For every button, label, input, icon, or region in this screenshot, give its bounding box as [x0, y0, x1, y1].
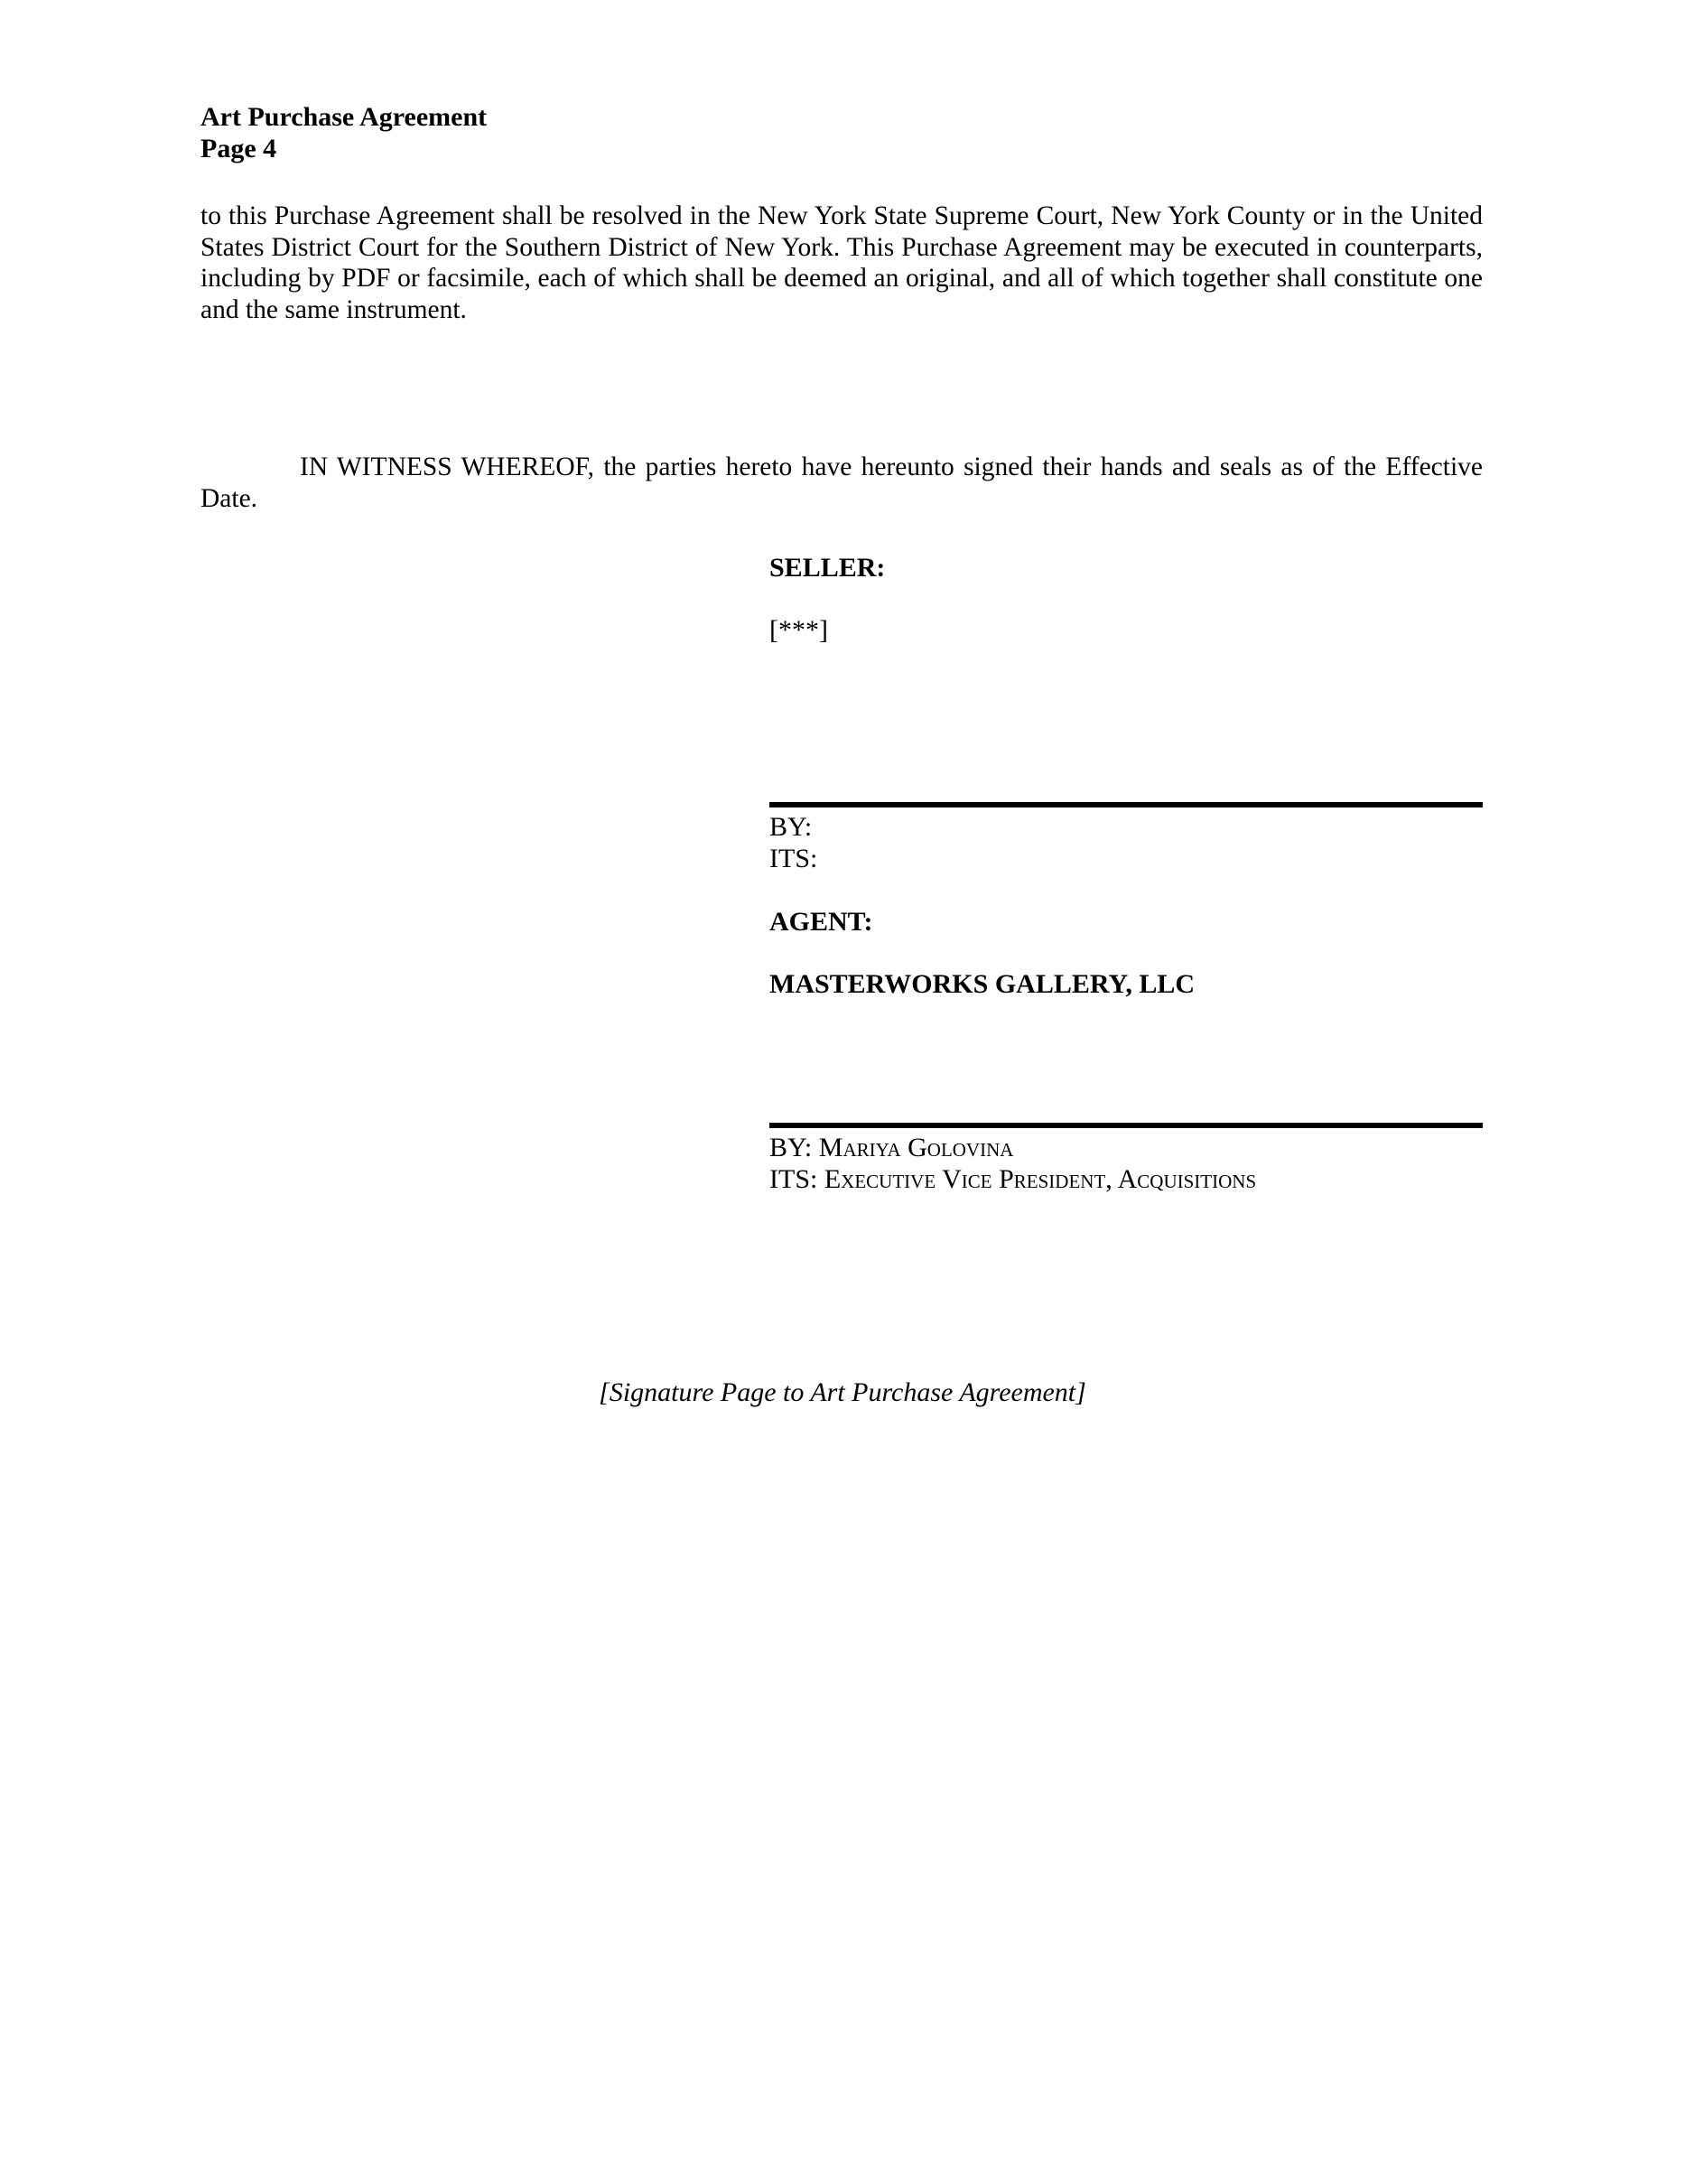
witness-paragraph: IN WITNESS WHEREOF, the parties hereto have hereunto signed their hands and seals as of the Effective Date. — [200, 453, 1483, 513]
seller-signature-line — [769, 802, 1483, 807]
seller-name: [***] — [769, 615, 828, 645]
seller-its-line — [769, 843, 1483, 874]
signature-page-caption: [Signature Page to Art Purchase Agreement] — [599, 1377, 1086, 1407]
page-number: Page 4 — [200, 134, 277, 163]
seller-by-label: BY: — [769, 812, 813, 842]
agent-by-line — [769, 1132, 1483, 1163]
agent-its-value: Executive Vice President, Acquisitions — [824, 1164, 1257, 1194]
agent-signature-line — [769, 1123, 1483, 1128]
seller-by-line — [769, 811, 1483, 843]
agent-its-line — [769, 1163, 1483, 1195]
agent-by-value: Mariya Golovina — [818, 1133, 1014, 1162]
agent-its-label: ITS: — [769, 1164, 818, 1194]
agent-name: MASTERWORKS GALLERY, LLC — [769, 969, 1196, 999]
page-header — [200, 101, 487, 164]
seller-its-label: ITS: — [769, 844, 818, 873]
agent-by-label: BY: — [769, 1133, 813, 1162]
document-title: Art Purchase Agreement — [200, 102, 488, 132]
body-paragraph: to this Purchase Agreement shall be resolved in the New York State Supreme Court, New York County or in the United States District Court for the Southern District of New York. This Purchase Agreement may be executed in counterparts, including by PDF or facsimile, each of which shall be deemed an original, and all of which together shall constitute one and the same instrument. — [200, 201, 1483, 324]
agent-heading: AGENT: — [769, 907, 873, 937]
seller-heading: SELLER: — [769, 553, 886, 583]
